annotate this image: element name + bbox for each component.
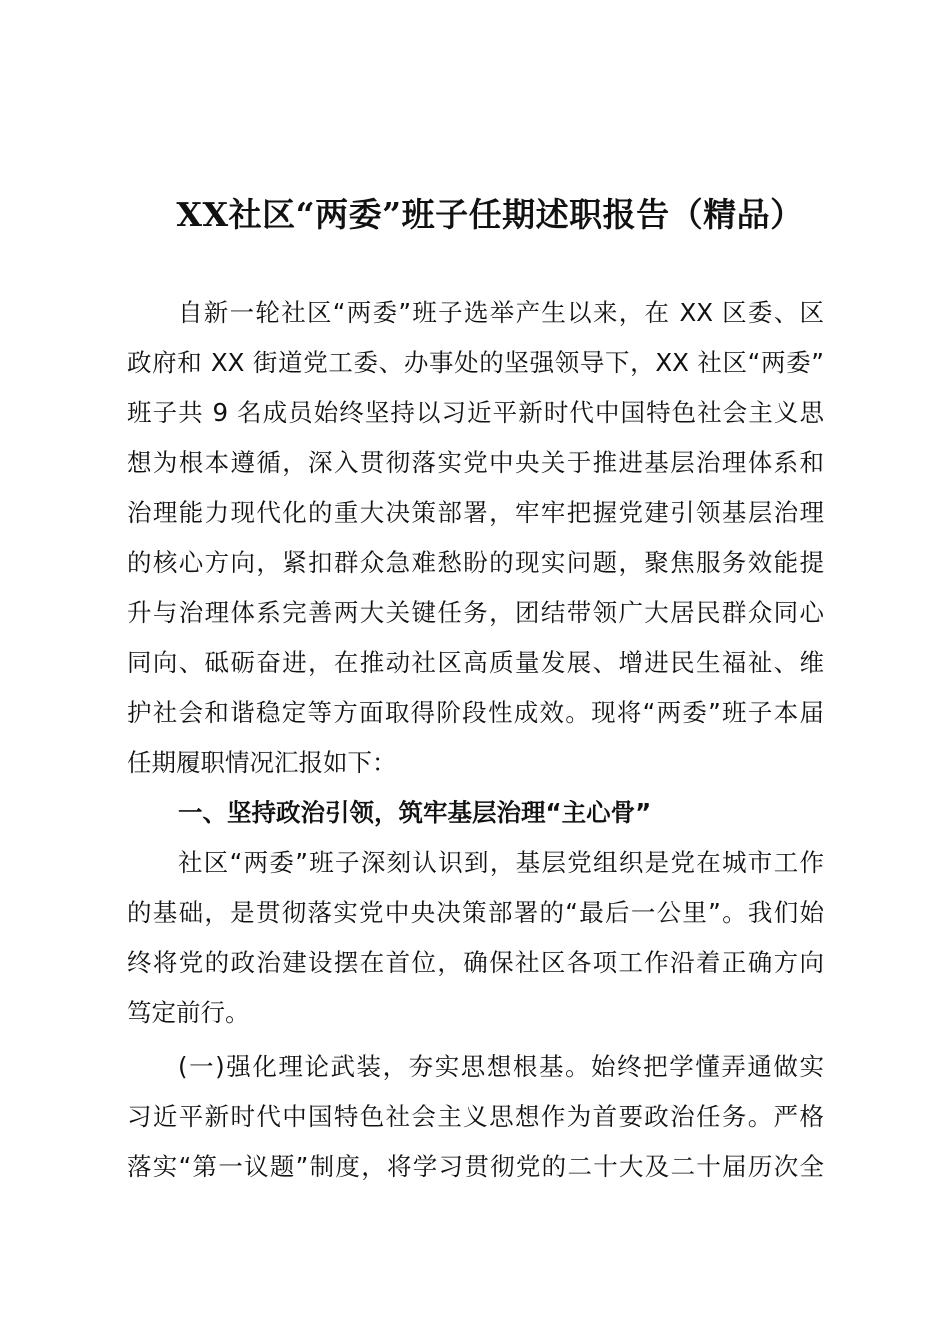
text-line: 笃定前行。 [127,998,250,1027]
section-heading-text: 一、坚持政治引领，筑牢基层治理“主心骨” [178,798,652,827]
text-line: 治理能力现代化的重大决策部署，牢牢把握党建引领基层治理 [127,498,824,527]
text-line: 的基础，是贯彻落实党中央决策部署的“最后一公里”。我们始 [127,898,824,927]
text-line: 想为根本遵循，深入贯彻落实党中央关于推进基层治理体系和 [127,448,824,477]
text-line: 同向、砥砺奋进，在推动社区高质量发展、增进民生福祉、维 [127,648,824,677]
document-title: XX社区“两委”班子任期述职报告（精品） [176,195,804,234]
paragraph-section-1-intro [127,838,824,1038]
paragraph-intro [127,288,824,788]
text-line: 的核心方向，紧扣群众急难愁盼的现实问题，聚焦服务效能提 [127,548,824,577]
text-line: 自新一轮社区“两委”班子选举产生以来，在 XX 区委、区 [178,298,824,327]
text-line: 终将党的政治建设摆在首位，确保社区各项工作沿着正确方向 [127,948,824,977]
text-line: 班子共 9 名成员始终坚持以习近平新时代中国特色社会主义思 [127,398,824,427]
paragraph-subsection-1 [127,1042,824,1192]
text-line: 政府和 XX 街道党工委、办事处的坚强领导下，XX 社区“两委” [127,348,824,377]
text-line: 护社会和谐稳定等方面取得阶段性成效。现将“两委”班子本届 [127,698,824,727]
document-body [127,288,824,1192]
section-heading-1 [127,788,824,838]
text-line: (一)强化理论武装，夯实思想根基。始终把学懂弄通做实 [178,1052,824,1081]
text-line: 任期履职情况汇报如下： [127,748,397,777]
text-line: 落实“第一议题”制度，将学习贯彻党的二十大及二十届历次全 [127,1152,824,1181]
text-line: 升与治理体系完善两大关键任务，团结带领广大居民群众同心 [127,598,824,627]
text-line: 习近平新时代中国特色社会主义思想作为首要政治任务。严格 [127,1102,824,1131]
text-line: 社区“两委”班子深刻认识到，基层党组织是党在城市工作 [178,848,824,877]
